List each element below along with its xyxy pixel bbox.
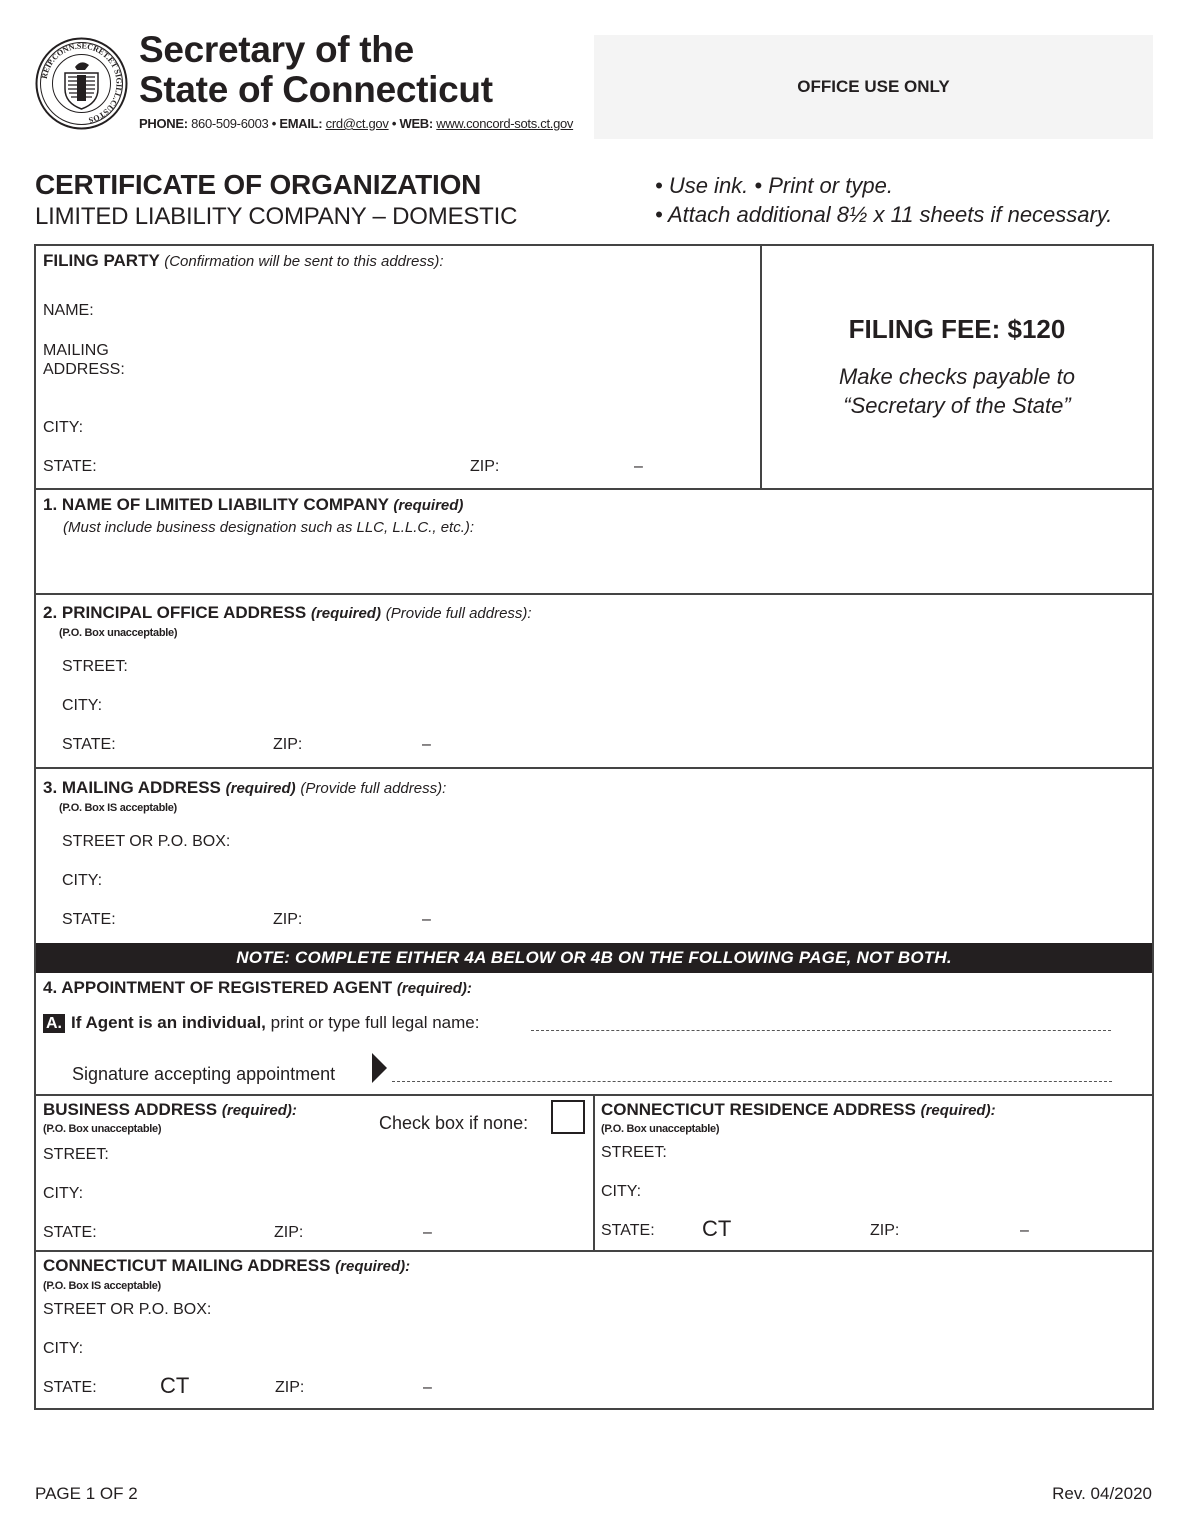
web-label: WEB: <box>399 116 433 131</box>
business-city-label: CITY: <box>43 1185 84 1202</box>
filing-zip-ext-input[interactable] <box>648 456 748 478</box>
section1-title: 1. NAME OF LIMITED LIABILITY COMPANY <box>43 495 389 514</box>
agent-signature-field[interactable] <box>392 1058 1112 1082</box>
fee-note-line2: “Secretary of the State” <box>843 393 1071 418</box>
residence-state-value: CT <box>702 1216 732 1241</box>
business-street-label: STREET: <box>43 1146 109 1163</box>
filing-party-heading <box>43 251 444 271</box>
section3-subnote: (P.O. Box IS acceptable) <box>59 802 177 814</box>
residence-city-input[interactable] <box>648 1181 1143 1203</box>
ct-mailing-zip-label: ZIP: <box>275 1379 305 1396</box>
ct-mailing-title: CONNECTICUT MAILING ADDRESS <box>43 1256 331 1275</box>
agency-title <box>139 30 493 110</box>
instruction-sheets: • Attach additional 8½ x 11 sheets if necessary. <box>655 202 1113 227</box>
mailing-zip-ext-input[interactable] <box>436 909 536 931</box>
note-bar-text: NOTE: COMPLETE EITHER 4A BELOW OR 4B ON THE FOLLOWING PAGE, NOT BOTH. <box>236 948 952 967</box>
svg-text:REIP.CONN.SECRET.ET SIGILL.CUS: REIP.CONN.SECRET.ET SIGILL.CUSTOS <box>39 41 124 125</box>
section1-note: (Must include business designation such as LLC, L.L.C., etc.): <box>63 519 475 536</box>
filing-state-label: STATE: <box>43 458 97 475</box>
office-use-label: OFFICE USE ONLY <box>797 77 950 96</box>
agent-individual-bold: If Agent is an individual, <box>71 1013 266 1032</box>
residence-address-heading <box>601 1100 996 1120</box>
divider <box>36 488 1152 490</box>
section3-heading <box>43 778 446 798</box>
zip-dash: – <box>423 1379 432 1396</box>
principal-street-label: STREET: <box>62 658 128 675</box>
email-link[interactable]: crd@ct.gov <box>325 116 389 131</box>
ct-mailing-zip-ext-input[interactable] <box>437 1377 577 1399</box>
instruction-ink: • Use ink. • Print or type. <box>655 173 893 198</box>
section2-note: (Provide full address): <box>385 605 532 622</box>
divider <box>36 1250 1152 1252</box>
residence-zip-ext-input[interactable] <box>1034 1220 1144 1242</box>
filing-name-input[interactable] <box>110 300 750 322</box>
agent-legal-name-input[interactable] <box>531 1008 1111 1032</box>
section4-title: 4. APPOINTMENT OF REGISTERED AGENT <box>43 978 393 997</box>
filing-mailing-input[interactable] <box>130 358 750 380</box>
ct-mailing-state-label: STATE: <box>43 1379 97 1396</box>
residence-zip-label: ZIP: <box>870 1222 900 1239</box>
phone-label: PHONE: <box>139 116 188 131</box>
zip-dash: – <box>1020 1222 1029 1239</box>
section2-heading <box>43 603 532 623</box>
zip-dash: – <box>422 736 431 753</box>
residence-address-title: CONNECTICUT RESIDENCE ADDRESS <box>601 1100 916 1119</box>
mailing-street-input[interactable] <box>235 831 1135 853</box>
filing-party-title: FILING PARTY <box>43 251 160 270</box>
filing-name-label: NAME: <box>43 302 94 319</box>
signature-underline <box>392 1081 1112 1082</box>
section2-title: 2. PRINCIPAL OFFICE ADDRESS <box>43 603 307 622</box>
required-tag: (required): <box>396 980 472 997</box>
web-link[interactable]: www.concord-sots.ct.gov <box>436 116 574 131</box>
business-street-input[interactable] <box>110 1144 580 1166</box>
agency-title-line1: Secretary of the <box>139 29 414 70</box>
business-zip-ext-input[interactable] <box>437 1222 577 1244</box>
business-subnote: (P.O. Box unacceptable) <box>43 1123 162 1135</box>
principal-zip-label: ZIP: <box>273 736 303 753</box>
principal-zip-ext-input[interactable] <box>436 734 536 756</box>
mailing-label-line2: ADDRESS: <box>43 361 125 378</box>
form-subtitle: LIMITED LIABILITY COMPANY – DOMESTIC <box>35 203 518 230</box>
divider <box>36 767 1152 769</box>
mailing-street-label: STREET OR P.O. BOX: <box>62 833 231 850</box>
required-tag: (required): <box>221 1102 297 1119</box>
separator: • <box>391 116 397 131</box>
residence-street-label: STREET: <box>601 1144 667 1161</box>
required-tag: (required) <box>310 605 381 622</box>
email-label: EMAIL: <box>279 116 323 131</box>
filing-fee-title: FILING FEE: $120 <box>848 314 1066 344</box>
check-if-none-label: Check box if none: <box>379 1113 529 1133</box>
page-number: PAGE 1 OF 2 <box>35 1484 138 1503</box>
mailing-city-input[interactable] <box>110 870 1110 892</box>
sign-here-arrow-icon <box>372 1053 387 1083</box>
revision-date: Rev. 04/2020 <box>1052 1484 1152 1503</box>
fee-payable-note <box>762 362 1152 420</box>
zip-dash: – <box>634 458 643 475</box>
contact-line <box>139 116 573 131</box>
principal-zip-input[interactable] <box>308 734 418 756</box>
residence-subnote: (P.O. Box unacceptable) <box>601 1123 720 1135</box>
office-use-box <box>594 35 1153 139</box>
divider <box>593 1096 595 1251</box>
instructions <box>655 171 1112 229</box>
required-tag: (required) <box>393 497 464 514</box>
mailing-city-label: CITY: <box>62 872 103 889</box>
agent-individual-text: print or type full legal name: <box>270 1013 480 1032</box>
agent-name-underline <box>531 1030 1111 1031</box>
residence-street-input[interactable] <box>668 1142 1143 1164</box>
ct-mailing-heading <box>43 1256 410 1276</box>
section3-note: (Provide full address): <box>300 780 447 797</box>
filing-zip-input[interactable] <box>505 456 630 478</box>
ct-mailing-subnote: (P.O. Box IS acceptable) <box>43 1280 161 1292</box>
principal-state-input[interactable] <box>120 734 260 756</box>
mailing-zip-label: ZIP: <box>273 911 303 928</box>
ct-mailing-city-label: CITY: <box>43 1340 84 1357</box>
filing-party-note: (Confirmation will be sent to this address): <box>164 253 444 270</box>
principal-street-input[interactable] <box>130 656 1130 678</box>
divider <box>36 593 1152 595</box>
option-a-badge: A. <box>43 1014 65 1033</box>
required-tag: (required) <box>225 780 296 797</box>
filing-state-input[interactable] <box>100 456 460 478</box>
mailing-state-label: STATE: <box>62 911 116 928</box>
mailing-state-input[interactable] <box>120 909 260 931</box>
signature-label: Signature accepting appointment <box>72 1064 336 1084</box>
residence-zip-input[interactable] <box>905 1220 1015 1242</box>
phone-number: 860-509-6003 <box>191 116 269 131</box>
ct-mailing-street-input[interactable] <box>215 1299 1135 1321</box>
state-seal-icon <box>35 37 128 130</box>
filing-zip-label: ZIP: <box>470 458 500 475</box>
note-bar <box>36 943 1152 973</box>
business-state-label: STATE: <box>43 1224 97 1241</box>
section2-subnote: (P.O. Box unacceptable) <box>59 627 178 639</box>
section3-title: 3. MAILING ADDRESS <box>43 778 221 797</box>
business-address-title: BUSINESS ADDRESS <box>43 1100 218 1119</box>
residence-city-label: CITY: <box>601 1183 642 1200</box>
ct-mailing-zip-input[interactable] <box>310 1377 418 1399</box>
form-title: CERTIFICATE OF ORGANIZATION <box>35 169 482 200</box>
residence-state-label: STATE: <box>601 1222 655 1239</box>
filing-city-label: CITY: <box>43 419 84 436</box>
no-business-address-checkbox[interactable] <box>551 1100 585 1134</box>
mailing-zip-input[interactable] <box>308 909 418 931</box>
separator: • <box>271 116 277 131</box>
business-address-heading <box>43 1100 297 1120</box>
fee-note-line1: Make checks payable to <box>838 364 1076 389</box>
required-tag: (required): <box>920 1102 996 1119</box>
mailing-label-line1: MAILING <box>43 342 109 359</box>
agent-individual-row <box>43 1013 479 1033</box>
principal-city-input[interactable] <box>110 695 1110 717</box>
ct-mailing-state-value: CT <box>160 1373 190 1398</box>
filing-city-input[interactable] <box>90 417 750 439</box>
principal-city-label: CITY: <box>62 697 103 714</box>
section1-heading <box>43 495 463 515</box>
zip-dash: – <box>423 1224 432 1241</box>
ct-mailing-city-input[interactable] <box>90 1338 1130 1360</box>
business-zip-input[interactable] <box>308 1222 418 1244</box>
business-state-input[interactable] <box>100 1222 260 1244</box>
zip-dash: – <box>422 911 431 928</box>
ct-mailing-street-label: STREET OR P.O. BOX: <box>43 1301 212 1318</box>
llc-name-input[interactable] <box>63 550 1143 584</box>
section4-heading <box>43 978 472 998</box>
business-city-input[interactable] <box>90 1183 580 1205</box>
business-zip-label: ZIP: <box>274 1224 304 1241</box>
required-tag: (required): <box>335 1258 411 1275</box>
filing-mailing-label <box>43 341 125 379</box>
agency-title-line2: State of Connecticut <box>139 69 493 110</box>
principal-state-label: STATE: <box>62 736 116 753</box>
